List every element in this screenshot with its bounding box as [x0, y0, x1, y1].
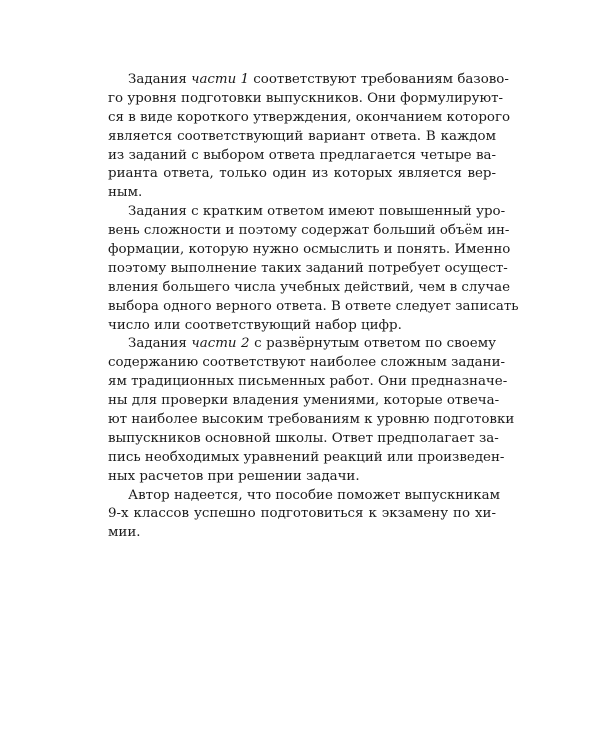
text-line: [108, 468, 496, 487]
text-segment: ны для проверки владения умениями, которые отвеча-: [108, 393, 500, 409]
text-line: [108, 524, 496, 543]
text-line: [108, 317, 496, 336]
text-segment: Задания с кратким ответом имеют повышенный уро-: [128, 204, 506, 220]
text-line: [108, 165, 496, 184]
text-segment: выпускников основной школы. Ответ предполагает за-: [108, 430, 499, 446]
text-line: [108, 487, 501, 506]
text-segment: рианта ответа, только один из которых является вер-: [108, 166, 496, 182]
text-line: [108, 354, 506, 373]
text-segment: с развёрнутым ответом по своему: [249, 336, 497, 352]
text-line: [108, 184, 496, 203]
italic-text: части 1: [191, 72, 250, 87]
text-segment: вень сложности и поэтому содержат больший объём ин-: [108, 223, 510, 239]
text-segment: Задания: [128, 72, 192, 87]
text-line: [108, 505, 496, 524]
text-line: [108, 298, 519, 317]
text-segment: соответствуют требованиям базово-: [249, 72, 509, 87]
text-segment: Автор надеется, что пособие поможет выпускникам: [128, 487, 501, 503]
text-segment: ся в виде короткого утверждения, окончанием которого: [108, 109, 511, 125]
text-segment: ным.: [108, 185, 143, 201]
text-line: [108, 430, 499, 449]
text-line: [108, 222, 510, 241]
text-segment: является соответствующий вариант ответа. В каждом: [108, 128, 496, 144]
text-segment: мии.: [108, 525, 141, 541]
text-line: [108, 411, 515, 430]
text-line: [108, 392, 500, 411]
text-segment: ют наиболее высоким требованиям к уровню подготовки: [108, 412, 515, 428]
text-segment: ных расчетов при решении задачи.: [108, 468, 360, 484]
text-line: [108, 147, 496, 166]
text-segment: число или соответствующий набор цифр.: [108, 317, 402, 333]
text-segment: выбора одного верного ответа. В ответе следует записать: [108, 298, 519, 314]
text-segment: ям традиционных письменных работ. Они предназначе-: [108, 374, 508, 390]
text-segment: из заданий с выбором ответа предлагается четыре ва-: [108, 147, 496, 163]
text-segment: го уровня подготовки выпускников. Они формулируют-: [108, 90, 504, 106]
text-line: [108, 241, 511, 260]
text-segment: вления большего числа учебных действий, чем в случае: [108, 279, 511, 295]
text-line: [108, 90, 504, 109]
text-line: [108, 279, 511, 298]
text-segment: пись необходимых уравнений реакций или произведен-: [108, 449, 505, 465]
text-segment: поэтому выполнение таких заданий потребует осущест-: [108, 260, 508, 276]
text-line: [108, 335, 496, 354]
text-segment: Задания: [128, 336, 192, 352]
text-line: [108, 203, 506, 222]
text-segment: 9-х классов успешно подготовиться к экзамену по хи-: [108, 506, 496, 522]
paragraph: [108, 71, 511, 203]
paragraph: [108, 203, 519, 335]
text-segment: формации, которую нужно осмыслить и понять. Именно: [108, 242, 511, 258]
text-line: [108, 128, 496, 147]
text-line: [108, 260, 508, 279]
italic-text: части 2: [191, 336, 250, 352]
paragraph: [108, 335, 515, 486]
text-line: [108, 449, 505, 468]
body-text: [108, 71, 519, 543]
text-line: [108, 373, 508, 392]
text-segment: содержанию соответствуют наиболее сложным задани-: [108, 355, 506, 371]
text-line: [108, 109, 511, 128]
paragraph: [108, 487, 501, 544]
text-line: [108, 71, 509, 90]
